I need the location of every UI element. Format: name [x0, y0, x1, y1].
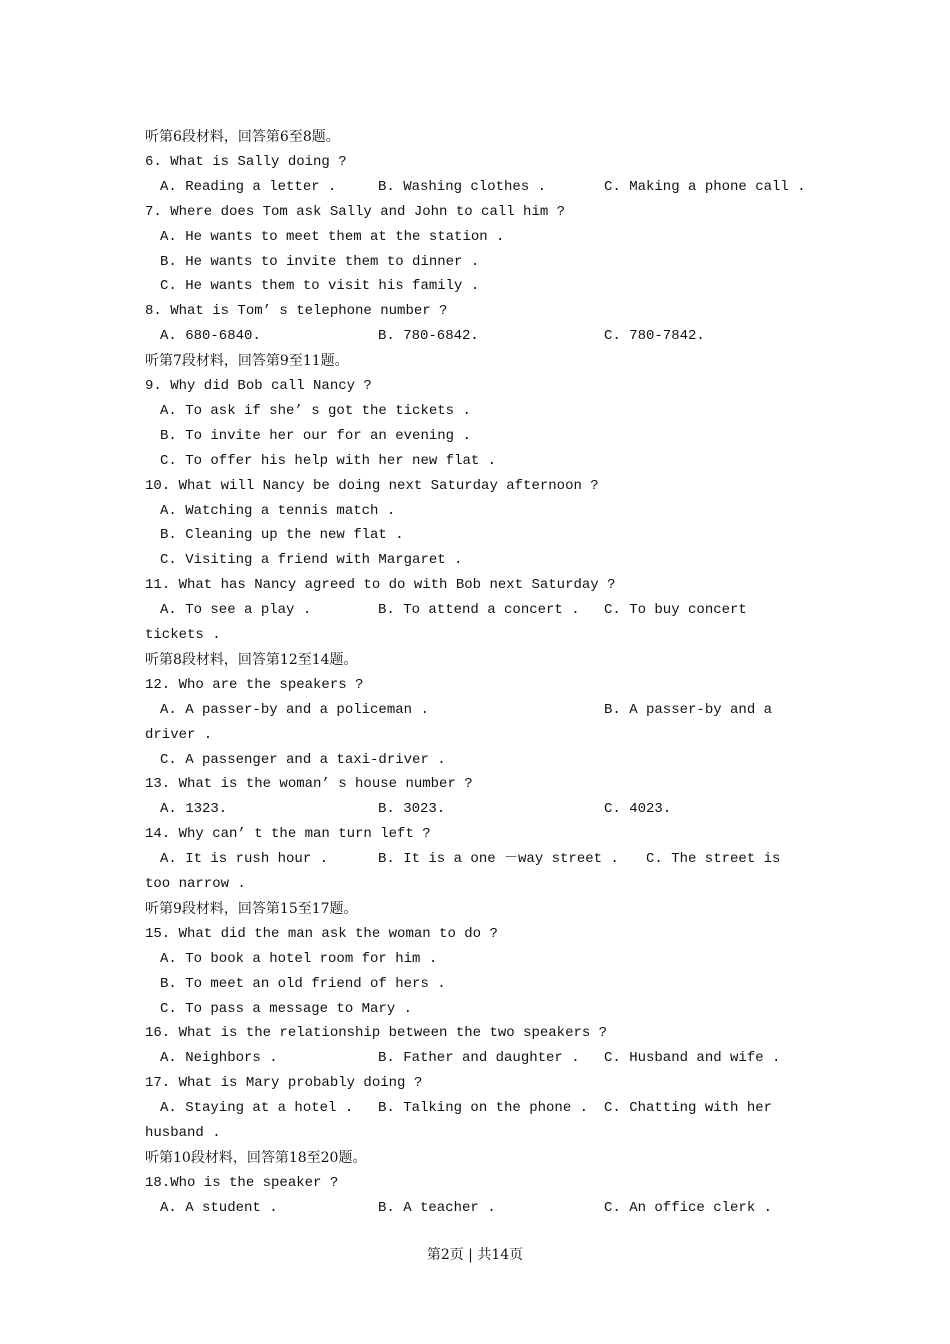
answer-option: C. Chatting with her: [604, 1100, 773, 1117]
answer-option: A. It is rush hour .: [160, 851, 329, 868]
question-line: [0, 1073, 950, 1093]
answer-option: A. 680-6840.: [160, 328, 261, 345]
answer-option: A. 1323.: [160, 801, 228, 818]
question-line: [0, 301, 950, 321]
question-text: 9. Why did Bob call Nancy ?: [145, 378, 372, 394]
question-line: [0, 625, 950, 645]
options-line: [0, 1098, 950, 1118]
options-line: [0, 1198, 950, 1218]
options-line: [0, 949, 950, 969]
options-line: [0, 1048, 950, 1068]
section-heading: 听第7段材料，回答第9至11题。: [145, 353, 349, 370]
question-line: [0, 924, 950, 944]
question-line: [0, 575, 950, 595]
section-heading-line: [0, 127, 950, 147]
options-line: [0, 525, 950, 545]
options-line: [0, 177, 950, 197]
options-line: [0, 999, 950, 1019]
answer-option: B. To attend a concert .: [378, 602, 580, 619]
question-text: husband .: [145, 1125, 221, 1141]
question-text: driver .: [145, 726, 213, 743]
options-line: [0, 252, 950, 272]
answer-option: C. Making a phone call .: [604, 178, 806, 195]
question-text: 10. What will Nancy be doing next Saturday afternoon ?: [145, 477, 599, 494]
question-line: [0, 476, 950, 496]
answer-option: C. To buy concert: [604, 602, 747, 619]
question-text: 12. Who are the speakers ?: [145, 676, 364, 693]
answer-option: C. To offer his help with her new flat .: [160, 452, 497, 469]
options-line: [0, 426, 950, 446]
options-line: [0, 227, 950, 247]
answer-option: B. A passer-by and a: [604, 701, 773, 718]
question-text: too narrow .: [145, 876, 246, 892]
question-text: tickets .: [145, 627, 221, 643]
answer-option: A. He wants to meet them at the station .: [160, 228, 505, 245]
question-text: 13. What is the woman’ s house number ?: [145, 776, 473, 793]
question-text: 17. What is Mary probably doing ?: [145, 1075, 423, 1092]
answer-option: B. Father and daughter .: [378, 1050, 580, 1067]
options-line: [0, 974, 950, 994]
question-text: 14. Why can’ t the man turn left ?: [145, 826, 431, 843]
answer-option: A. To book a hotel room for him .: [160, 950, 438, 967]
question-text: 6. What is Sally doing ?: [145, 153, 347, 170]
section-heading: 听第10段材料，回答第18至20题。: [145, 1149, 367, 1166]
answer-option: A. Neighbors .: [160, 1050, 278, 1067]
options-line: [0, 700, 950, 720]
question-line: [0, 675, 950, 695]
question-text: 11. What has Nancy agreed to do with Bob next Saturday ?: [145, 577, 616, 594]
answer-option: C. An office clerk .: [604, 1199, 773, 1216]
answer-option: C. 780-7842.: [604, 328, 705, 345]
answer-option: A. Watching a tennis match .: [160, 502, 396, 519]
question-text: 15. What did the man ask the woman to do ?: [145, 925, 498, 942]
answer-option: A. A passer-by and a policeman .: [160, 701, 429, 718]
answer-option: B. It is a one －way street .: [378, 851, 619, 868]
section-heading-line: [0, 650, 950, 670]
question-text: 7. Where does Tom ask Sally and John to call him ?: [145, 203, 566, 220]
answer-option: A. A student .: [160, 1199, 278, 1216]
answer-option: B. 780-6842.: [378, 328, 479, 345]
options-line: [0, 799, 950, 819]
answer-option: C. He wants them to visit his family .: [160, 278, 480, 295]
section-heading-line: [0, 351, 950, 371]
question-line: [0, 1123, 950, 1143]
section-heading: 听第8段材料，回答第12至14题。: [145, 651, 358, 668]
options-line: [0, 451, 950, 471]
options-line: [0, 326, 950, 346]
section-heading-line: [0, 899, 950, 919]
answer-option: B. Washing clothes .: [378, 178, 547, 195]
options-line: [0, 276, 950, 296]
options-line: [0, 501, 950, 521]
question-line: [0, 202, 950, 222]
question-line: [0, 1023, 950, 1043]
answer-option: C. The street is: [646, 851, 781, 868]
answer-option: C. 4023.: [604, 801, 672, 818]
question-line: [0, 152, 950, 172]
options-line: [0, 849, 950, 869]
answer-option: B. Cleaning up the new flat .: [160, 527, 404, 544]
answer-option: A. Staying at a hotel .: [160, 1100, 354, 1117]
answer-option: C. Visiting a friend with Margaret .: [160, 552, 463, 569]
options-line: [0, 401, 950, 421]
section-heading: 听第9段材料，回答第15至17题。: [145, 900, 358, 917]
options-line: [0, 600, 950, 620]
answer-option: B. To invite her our for an evening .: [160, 427, 471, 444]
answer-option: C. Husband and wife .: [604, 1050, 781, 1067]
question-line: [0, 874, 950, 894]
question-text: 16. What is the relationship between the two speakers ?: [145, 1025, 608, 1042]
question-line: [0, 774, 950, 794]
options-line: [0, 550, 950, 570]
question-text: 18.Who is the speaker ?: [145, 1174, 339, 1191]
answer-option: C. To pass a message to Mary .: [160, 1000, 413, 1017]
answer-option: B. 3023.: [378, 801, 446, 818]
answer-option: A. To ask if she’ s got the tickets .: [160, 402, 471, 419]
answer-option: B. To meet an old friend of hers .: [160, 975, 446, 992]
question-line: [0, 1173, 950, 1193]
options-line: [0, 750, 950, 770]
section-heading: 听第6段材料，回答第6至8题。: [145, 129, 340, 145]
section-heading-line: [0, 1148, 950, 1168]
question-line: [0, 824, 950, 844]
answer-option: B. He wants to invite them to dinner .: [160, 253, 480, 270]
answer-option: B. Talking on the phone .: [378, 1100, 589, 1117]
answer-option: C. A passenger and a taxi-driver .: [160, 751, 446, 768]
question-line: [0, 725, 950, 745]
answer-option: A. To see a play .: [160, 602, 312, 619]
question-line: [0, 376, 950, 396]
page-footer: 第2页 | 共14页: [426, 1247, 524, 1263]
answer-option: A. Reading a letter .: [160, 178, 337, 195]
question-text: 8. What is Tom’ s telephone number ?: [145, 303, 448, 320]
answer-option: B. A teacher .: [378, 1199, 496, 1216]
